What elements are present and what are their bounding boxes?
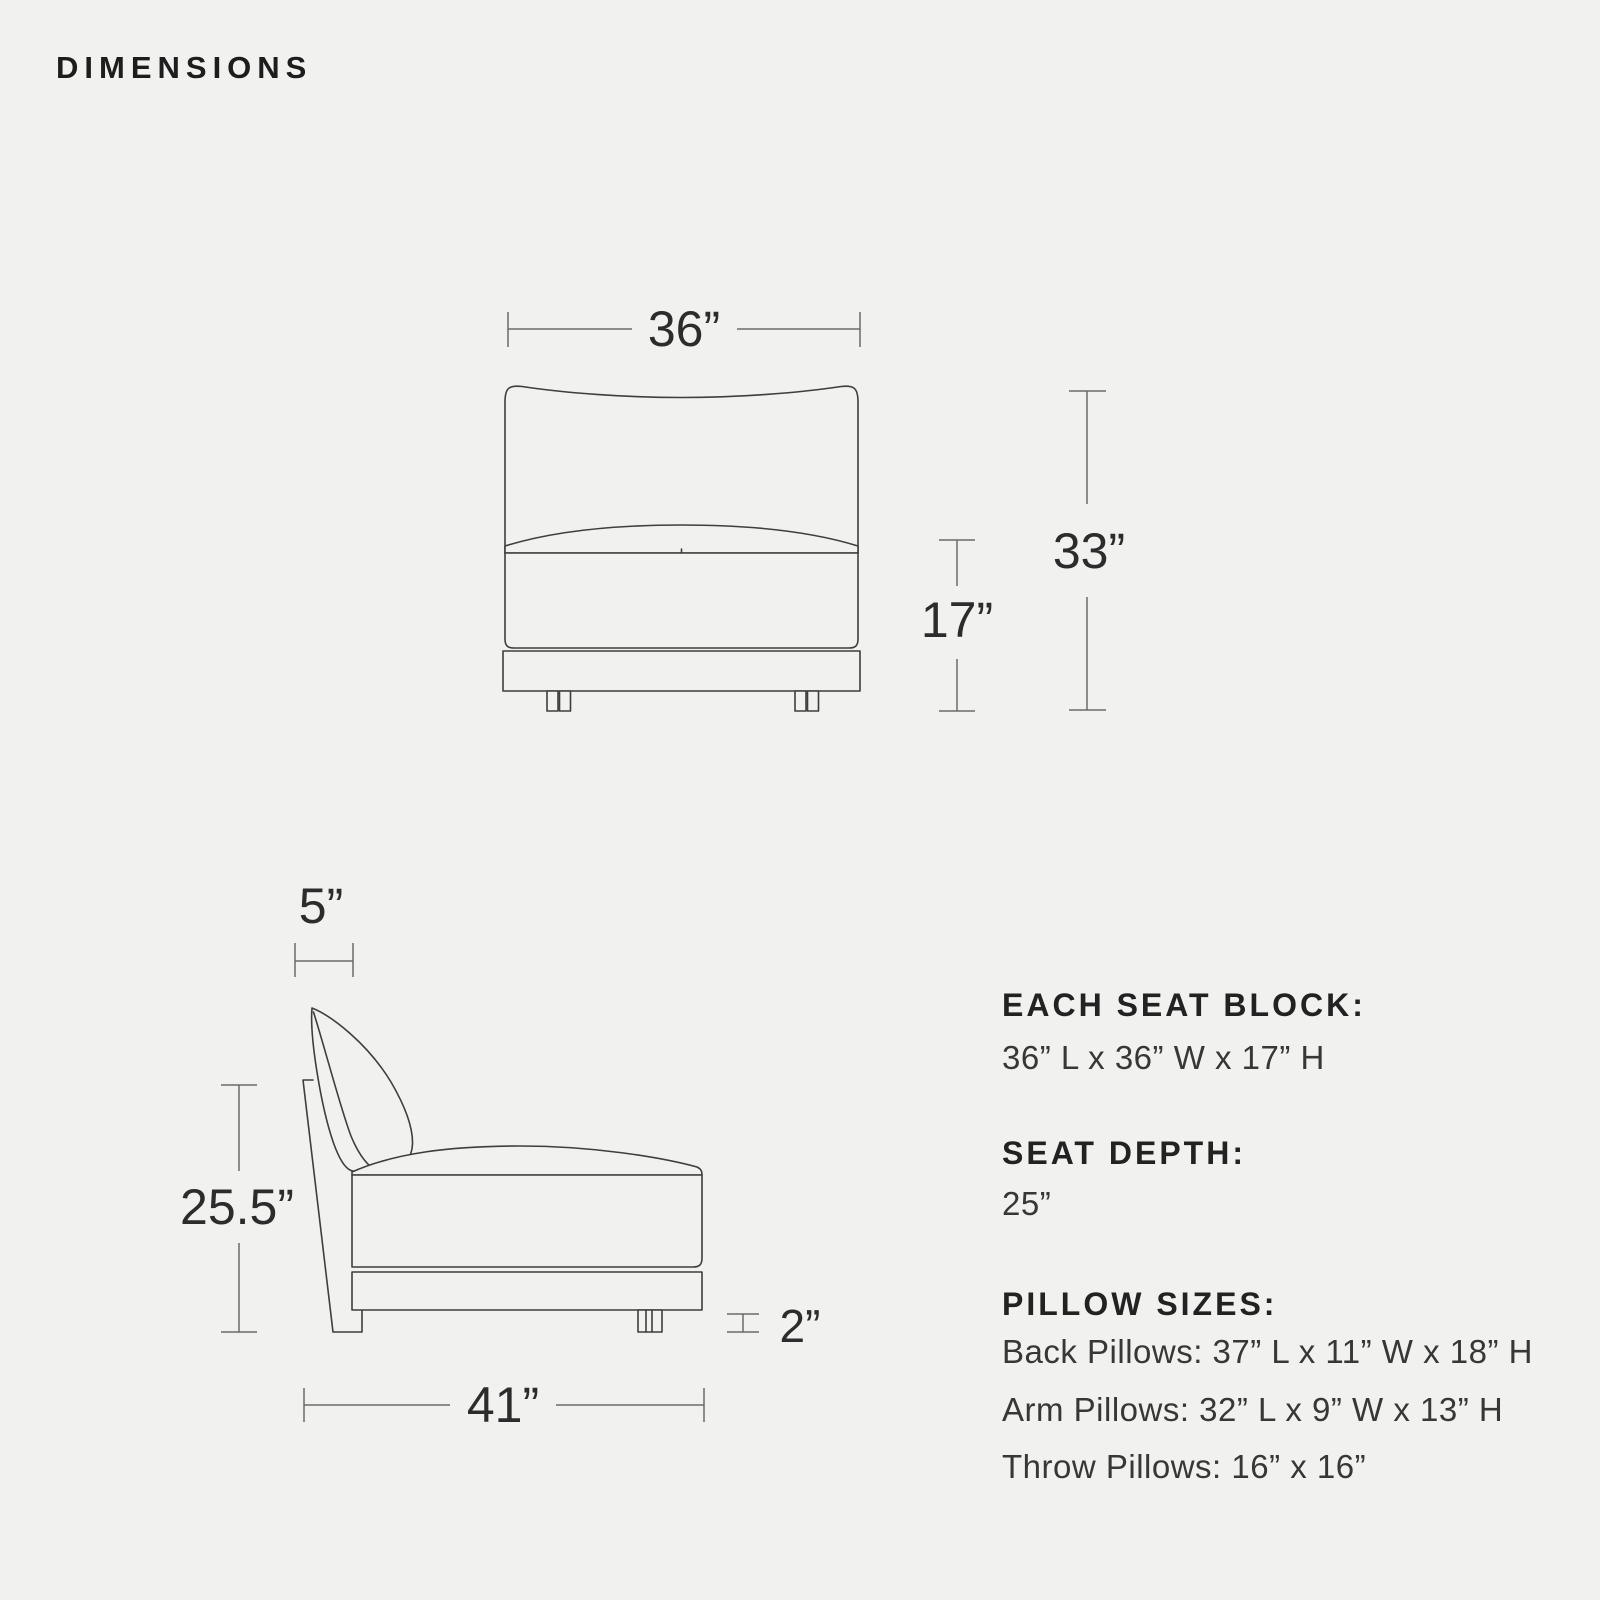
side-view-drawing xyxy=(303,1008,702,1332)
side-front-foot xyxy=(638,1310,662,1332)
front-overall-height-label: 33” xyxy=(1052,523,1126,579)
front-foot-right-a xyxy=(795,691,806,711)
front-view-drawing xyxy=(503,386,860,711)
side-back-height-label: 25.5” xyxy=(180,1179,294,1235)
page-title: DIMENSIONS xyxy=(56,50,313,85)
seat-depth-heading: SEAT DEPTH: xyxy=(1002,1135,1246,1171)
front-seat-box xyxy=(505,553,858,648)
dim-2-foot-height xyxy=(727,1314,759,1332)
front-base xyxy=(503,651,860,691)
seat-block-value: 36” L x 36” W x 17” H xyxy=(1002,1039,1325,1076)
side-back-width-label: 5” xyxy=(298,878,344,934)
front-seat-height-label: 17” xyxy=(920,592,994,648)
pillow-size-throw: Throw Pillows: 16” x 16” xyxy=(1002,1448,1367,1485)
pillow-sizes-heading: PILLOW SIZES: xyxy=(1002,1286,1278,1322)
seat-block-heading: EACH SEAT BLOCK: xyxy=(1002,987,1366,1023)
side-depth-label: 41” xyxy=(466,1377,540,1433)
side-base xyxy=(352,1272,702,1310)
dim-5-back-width xyxy=(295,943,353,977)
side-back-pillow xyxy=(312,1008,413,1172)
seat-depth-value: 25” xyxy=(1002,1185,1052,1222)
pillow-size-back: Back Pillows: 37” L x 11” W x 18” H xyxy=(1002,1333,1533,1370)
side-foot-height-label: 2” xyxy=(779,1300,821,1352)
pillow-size-arm: Arm Pillows: 32” L x 9” W x 13” H xyxy=(1002,1391,1504,1428)
front-foot-left-b xyxy=(560,691,571,711)
side-seat-box xyxy=(352,1175,702,1267)
front-foot-left-a xyxy=(547,691,558,711)
front-width-label: 36” xyxy=(647,301,721,357)
front-foot-right-b xyxy=(808,691,819,711)
